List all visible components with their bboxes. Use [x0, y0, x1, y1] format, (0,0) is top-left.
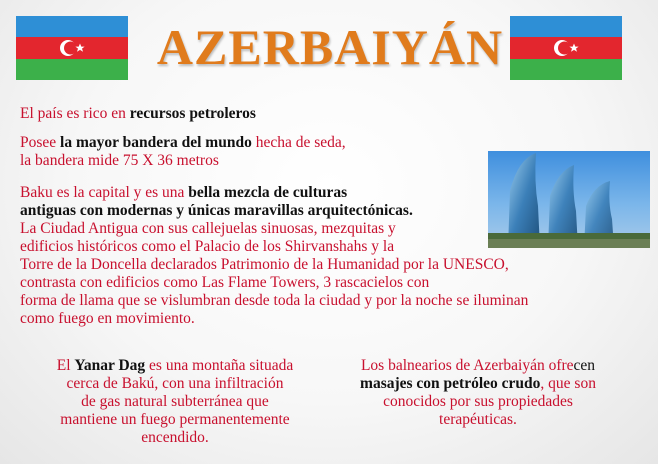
- text: Los balnearios de Azerbaiyán ofre: [360, 357, 574, 374]
- fact-petroleum: [20, 105, 256, 123]
- text: conocidos por sus propiedades: [383, 393, 573, 410]
- text-bold: recursos petroleros: [129, 105, 256, 122]
- fact-yanar-dag: [30, 357, 320, 447]
- flame-towers-image: [488, 151, 650, 248]
- text: cerca de Bakú, con una infiltración: [66, 375, 284, 392]
- text: terapéuticas.: [439, 411, 517, 428]
- text: Torre de la Doncella declarados Patrimonio de la Humanidad por la UNESCO,: [20, 256, 509, 273]
- azerbaijan-flag-right: [510, 16, 622, 80]
- text: hecha de seda,: [251, 134, 346, 151]
- fact-baku: [20, 184, 529, 328]
- text-bold: antiguas con modernas y únicas maravillas arquitectónicas.: [20, 202, 413, 219]
- text: Posee: [20, 134, 61, 151]
- text: contrasta con edificios como Las Flame Towers, 3 rascacielos con: [20, 274, 430, 291]
- crescent-star-icon: [549, 37, 583, 59]
- text: El: [56, 357, 75, 374]
- text: El país es rico en: [20, 105, 130, 122]
- text-bold: masajes con petróleo crudo: [360, 375, 541, 392]
- azerbaijan-flag-left: [16, 16, 128, 80]
- text: edificios históricos como el Palacio de los Shirvanshahs y la: [20, 238, 395, 255]
- text-bold: la mayor bandera del mundo: [60, 134, 252, 151]
- text: Baku es la capital y es una: [20, 184, 189, 201]
- fact-flag: [20, 134, 346, 170]
- crescent-star-icon: [55, 37, 89, 59]
- flame-towers-photo: [488, 151, 650, 248]
- slide-title: AZERBAIYÁN: [156, 19, 504, 75]
- text-dark: cen: [573, 357, 596, 374]
- text: de gas natural subterránea que: [81, 393, 269, 410]
- text-bold: bella mezcla de culturas: [188, 184, 348, 201]
- text: es una montaña situada: [145, 357, 294, 374]
- text-bold: Yanar Dag: [74, 357, 146, 374]
- text: forma de llama que se vislumbran desde toda la ciudad y por la noche se iluminan: [20, 292, 529, 309]
- text: mantiene un fuego permanentemente: [60, 411, 290, 428]
- fact-spas: [328, 357, 628, 429]
- text: como fuego en movimiento.: [20, 310, 195, 327]
- text: La Ciudad Antigua con sus callejuelas sinuosas, mezquitas y: [20, 220, 396, 237]
- text: encendido.: [141, 429, 209, 446]
- text: la bandera mide 75 X 36 metros: [20, 152, 219, 169]
- text: , que son: [540, 375, 596, 392]
